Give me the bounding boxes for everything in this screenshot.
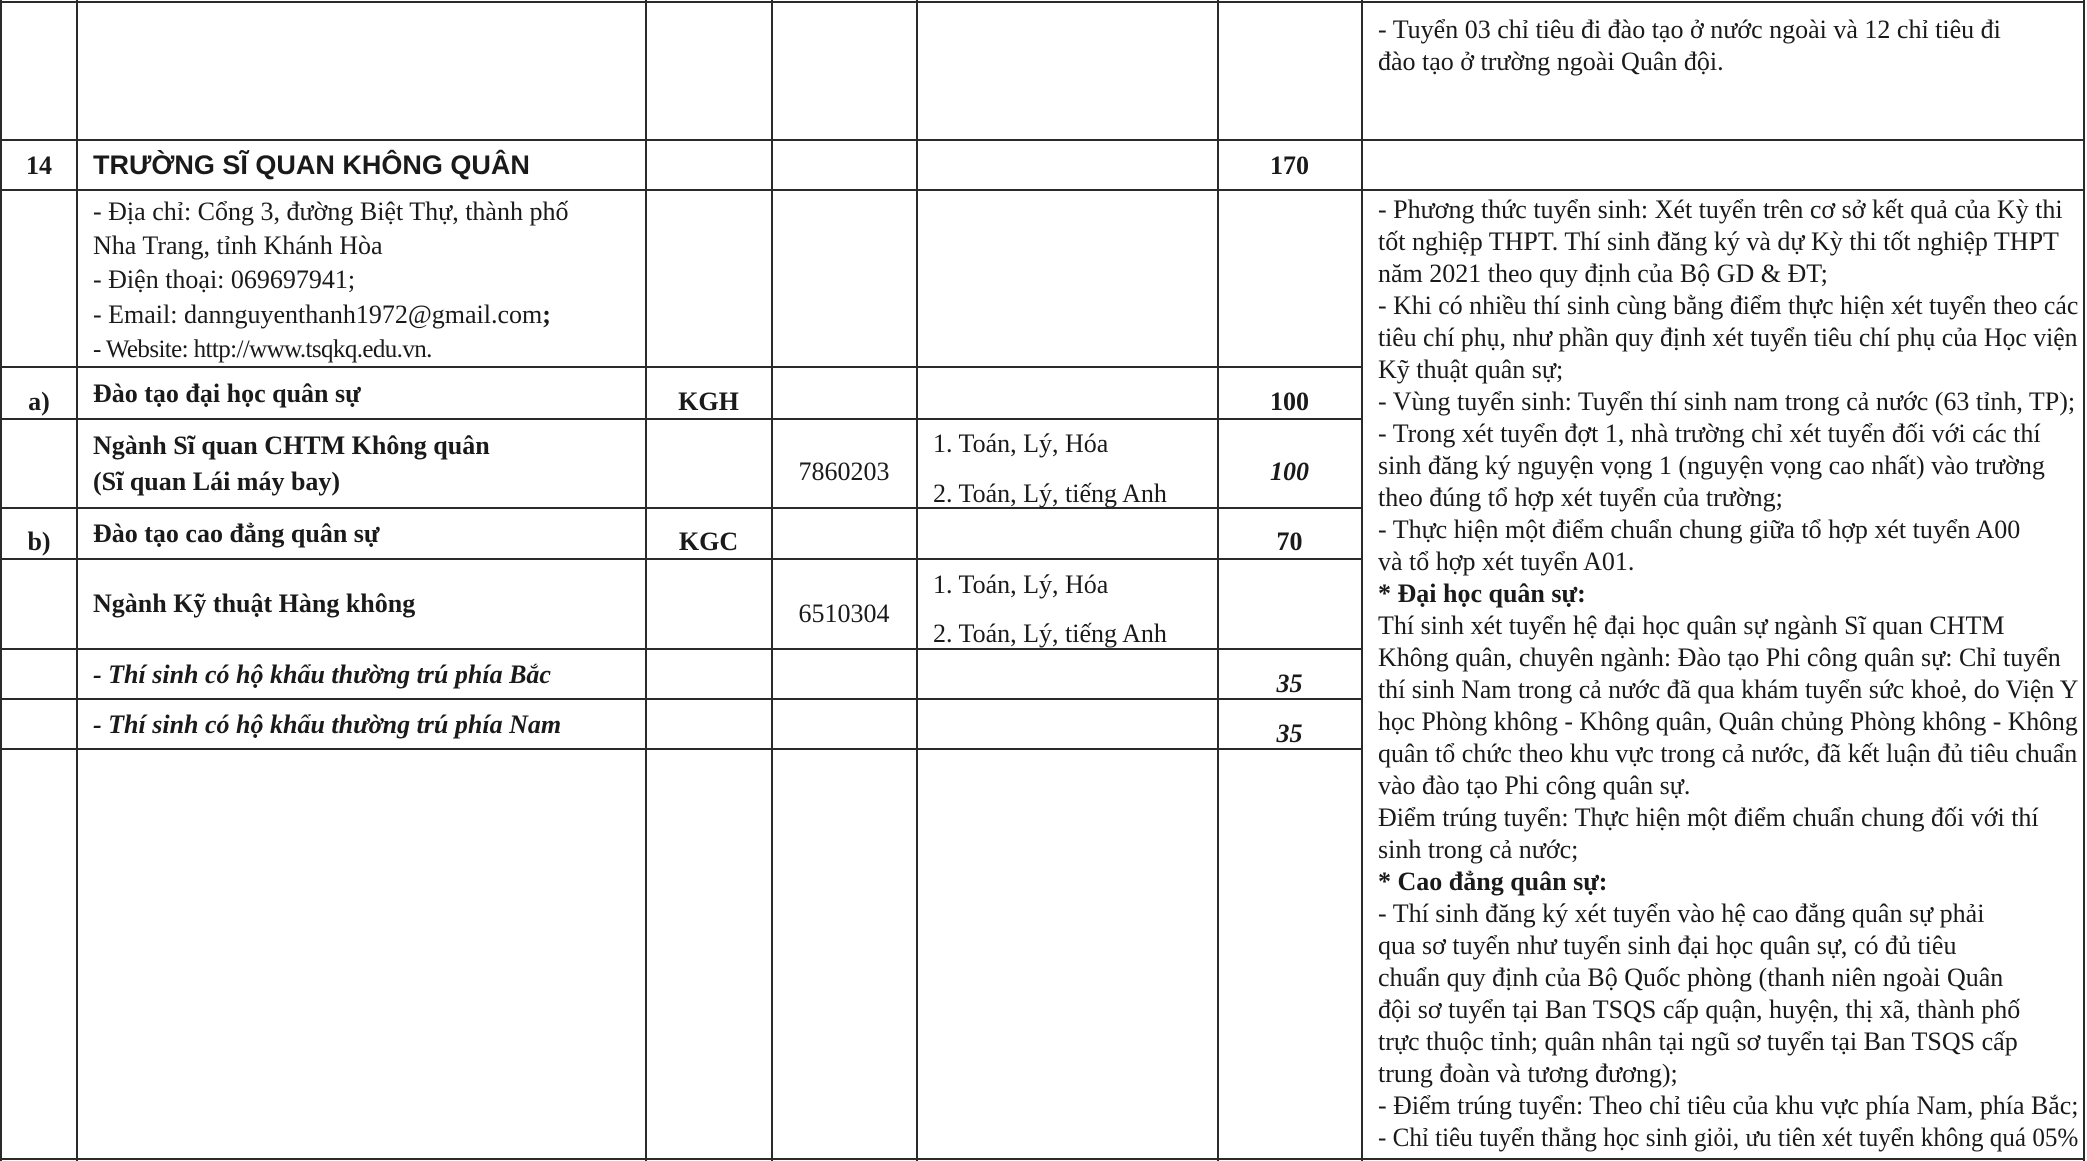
- note-line: học Phòng không - Không quân, Quân chủng Phòng không - Không: [1378, 707, 2078, 736]
- note-line: - Phương thức tuyển sinh: Xét tuyển trên cơ sở kết quả của Kỳ thi: [1378, 195, 2063, 224]
- column-border: [76, 0, 78, 1161]
- note-line: Không quân, chuyên ngành: Đào tạo Phi công quân sự: Chỉ tuyển: [1378, 643, 2061, 672]
- note-line: theo đúng tổ hợp xét tuyển của trường;: [1378, 483, 1783, 512]
- subject-combo: 1. Toán, Lý, Hóa: [933, 429, 1109, 458]
- note-line: sinh trong cả nước;: [1378, 835, 1579, 864]
- note-line: - Thực hiện một điểm chuẩn chung giữa tổ hợp xét tuyển A00: [1378, 515, 2021, 544]
- column-border: [771, 0, 773, 1161]
- note-line: - Thí sinh đăng ký xét tuyển vào hệ cao đẳng quân sự phải: [1378, 899, 1985, 928]
- row-b-quota: 70: [1276, 527, 1303, 556]
- prev-row-note: - Tuyển 03 chỉ tiêu đi đào tạo ở nước ngoài và 12 chỉ tiêu đi: [1378, 15, 2001, 44]
- row-a-title: Đào tạo đại học quân sự: [93, 379, 361, 408]
- note-line: thí sinh Nam trong cả nước đã qua khám tuyển sức khoẻ, do Viện Y: [1378, 675, 2079, 704]
- major-quota: 100: [1270, 457, 1309, 486]
- school-website: - Website: http://www.tsqkq.edu.vn.: [93, 336, 432, 363]
- school-quota: 170: [1270, 151, 1309, 180]
- note-line: tiêu chí phụ, như phần quy định xét tuyển tiêu chí phụ của Học viện: [1378, 323, 2078, 352]
- column-border: [916, 0, 918, 1161]
- row-border: [0, 366, 1363, 368]
- note-heading: * Cao đẳng quân sự:: [1378, 867, 1608, 896]
- note-line: - Chỉ tiêu tuyển thẳng học sinh giỏi, ưu tiên xét tuyển không quá 05%: [1378, 1123, 2079, 1152]
- north-quota: 35: [1276, 669, 1303, 698]
- row-border: [0, 1158, 2085, 1160]
- prev-row-note: đào tạo ở trường ngoài Quân đội.: [1378, 47, 1724, 76]
- row-border: [0, 189, 2085, 191]
- note-line: và tổ hợp xét tuyển A01.: [1378, 547, 1635, 576]
- row-border: [0, 139, 2085, 141]
- row-border: [0, 558, 1363, 560]
- major-name: Ngành Sĩ quan CHTM Không quân: [93, 431, 490, 460]
- note-line: quân tổ chức theo khu vực trong cả nước, đã kết luận đủ tiêu chuẩn: [1378, 739, 2078, 768]
- note-line: - Điểm trúng tuyển: Theo chỉ tiêu của khu vực phía Nam, phía Bắc;: [1378, 1091, 2079, 1120]
- subject-combo: 1. Toán, Lý, Hóa: [933, 570, 1109, 599]
- row-border: [0, 1, 2085, 3]
- school-address: Nha Trang, tỉnh Khánh Hòa: [93, 231, 383, 260]
- note-line: sinh đăng ký nguyện vọng 1 (nguyện vọng cao nhất) vào trường: [1378, 451, 2045, 480]
- school-address: - Địa chỉ: Cổng 3, đường Biệt Thự, thành phố: [93, 197, 569, 226]
- note-line: trung đoàn và tương đương);: [1378, 1059, 1678, 1088]
- column-border: [1361, 0, 1363, 1161]
- note-line: Kỹ thuật quân sự;: [1378, 355, 1564, 384]
- subject-combo: 2. Toán, Lý, tiếng Anh: [933, 619, 1167, 648]
- north-label: - Thí sinh có hộ khẩu thường trú phía Bắc: [93, 660, 551, 689]
- school-phone: - Điện thoại: 069697941;: [93, 265, 356, 294]
- major-name: Ngành Kỹ thuật Hàng không: [93, 589, 416, 618]
- column-border: [2083, 0, 2085, 1161]
- school-name: TRƯỜNG SĨ QUAN KHÔNG QUÂN: [93, 150, 530, 180]
- note-line: trực thuộc tỉnh; quân nhân tại ngũ sơ tuyển tại Ban TSQS cấp: [1378, 1027, 2018, 1056]
- south-quota: 35: [1276, 719, 1303, 748]
- note-line: Điểm trúng tuyển: Thực hiện một điểm chuẩn chung đối với thí: [1378, 803, 2039, 832]
- south-label: - Thí sinh có hộ khẩu thường trú phía Nam: [93, 710, 562, 739]
- note-line: vào đào tạo Phi công quân sự.: [1378, 771, 1691, 800]
- note-line: - Khi có nhiều thí sinh cùng bằng điểm thực hiện xét tuyển theo các: [1378, 291, 2079, 320]
- row-a-quota: 100: [1270, 387, 1309, 416]
- row-b-stt: b): [27, 527, 51, 556]
- column-border: [645, 0, 647, 1161]
- row-b-code: KGC: [678, 527, 739, 556]
- note-line: chuẩn quy định của Bộ Quốc phòng (thanh niên ngoài Quân: [1378, 963, 2004, 992]
- school-email: [93, 299, 551, 331]
- row-a-stt: a): [28, 387, 50, 416]
- major-code: 7860203: [798, 457, 890, 486]
- subject-combo: 2. Toán, Lý, tiếng Anh: [933, 479, 1167, 508]
- note-line: qua sơ tuyển như tuyển sinh đại học quân sự, có đủ tiêu: [1378, 931, 1957, 960]
- school-stt: 14: [26, 151, 52, 180]
- school-email-text: - Email: dannguyenthanh1972@gmail.com: [93, 300, 543, 329]
- major-name: (Sĩ quan Lái máy bay): [93, 467, 341, 496]
- note-line: Thí sinh xét tuyển hệ đại học quân sự ngành Sĩ quan CHTM: [1378, 611, 2005, 640]
- note-line: - Vùng tuyển sinh: Tuyển thí sinh nam trong cả nước (63 tỉnh, TP);: [1378, 387, 2076, 416]
- row-a-code: KGH: [678, 387, 739, 416]
- row-border: [0, 698, 1363, 700]
- row-border: [0, 748, 1363, 750]
- note-line: tốt nghiệp THPT. Thí sinh đăng ký và dự Kỳ thi tốt nghiệp THPT: [1378, 227, 2059, 256]
- row-border: [0, 418, 1363, 420]
- note-line: năm 2021 theo quy định của Bộ GD & ĐT;: [1378, 259, 1828, 288]
- school-email-semicolon: ;: [542, 300, 551, 329]
- major-code: 6510304: [798, 599, 890, 628]
- note-heading: * Đại học quân sự:: [1378, 579, 1586, 608]
- note-line: đội sơ tuyển tại Ban TSQS cấp quận, huyện, thị xã, thành phố: [1378, 995, 2021, 1024]
- row-b-title: Đào tạo cao đẳng quân sự: [93, 519, 380, 548]
- note-line: - Trong xét tuyển đợt 1, nhà trường chỉ xét tuyển đối với các thí: [1378, 419, 2041, 448]
